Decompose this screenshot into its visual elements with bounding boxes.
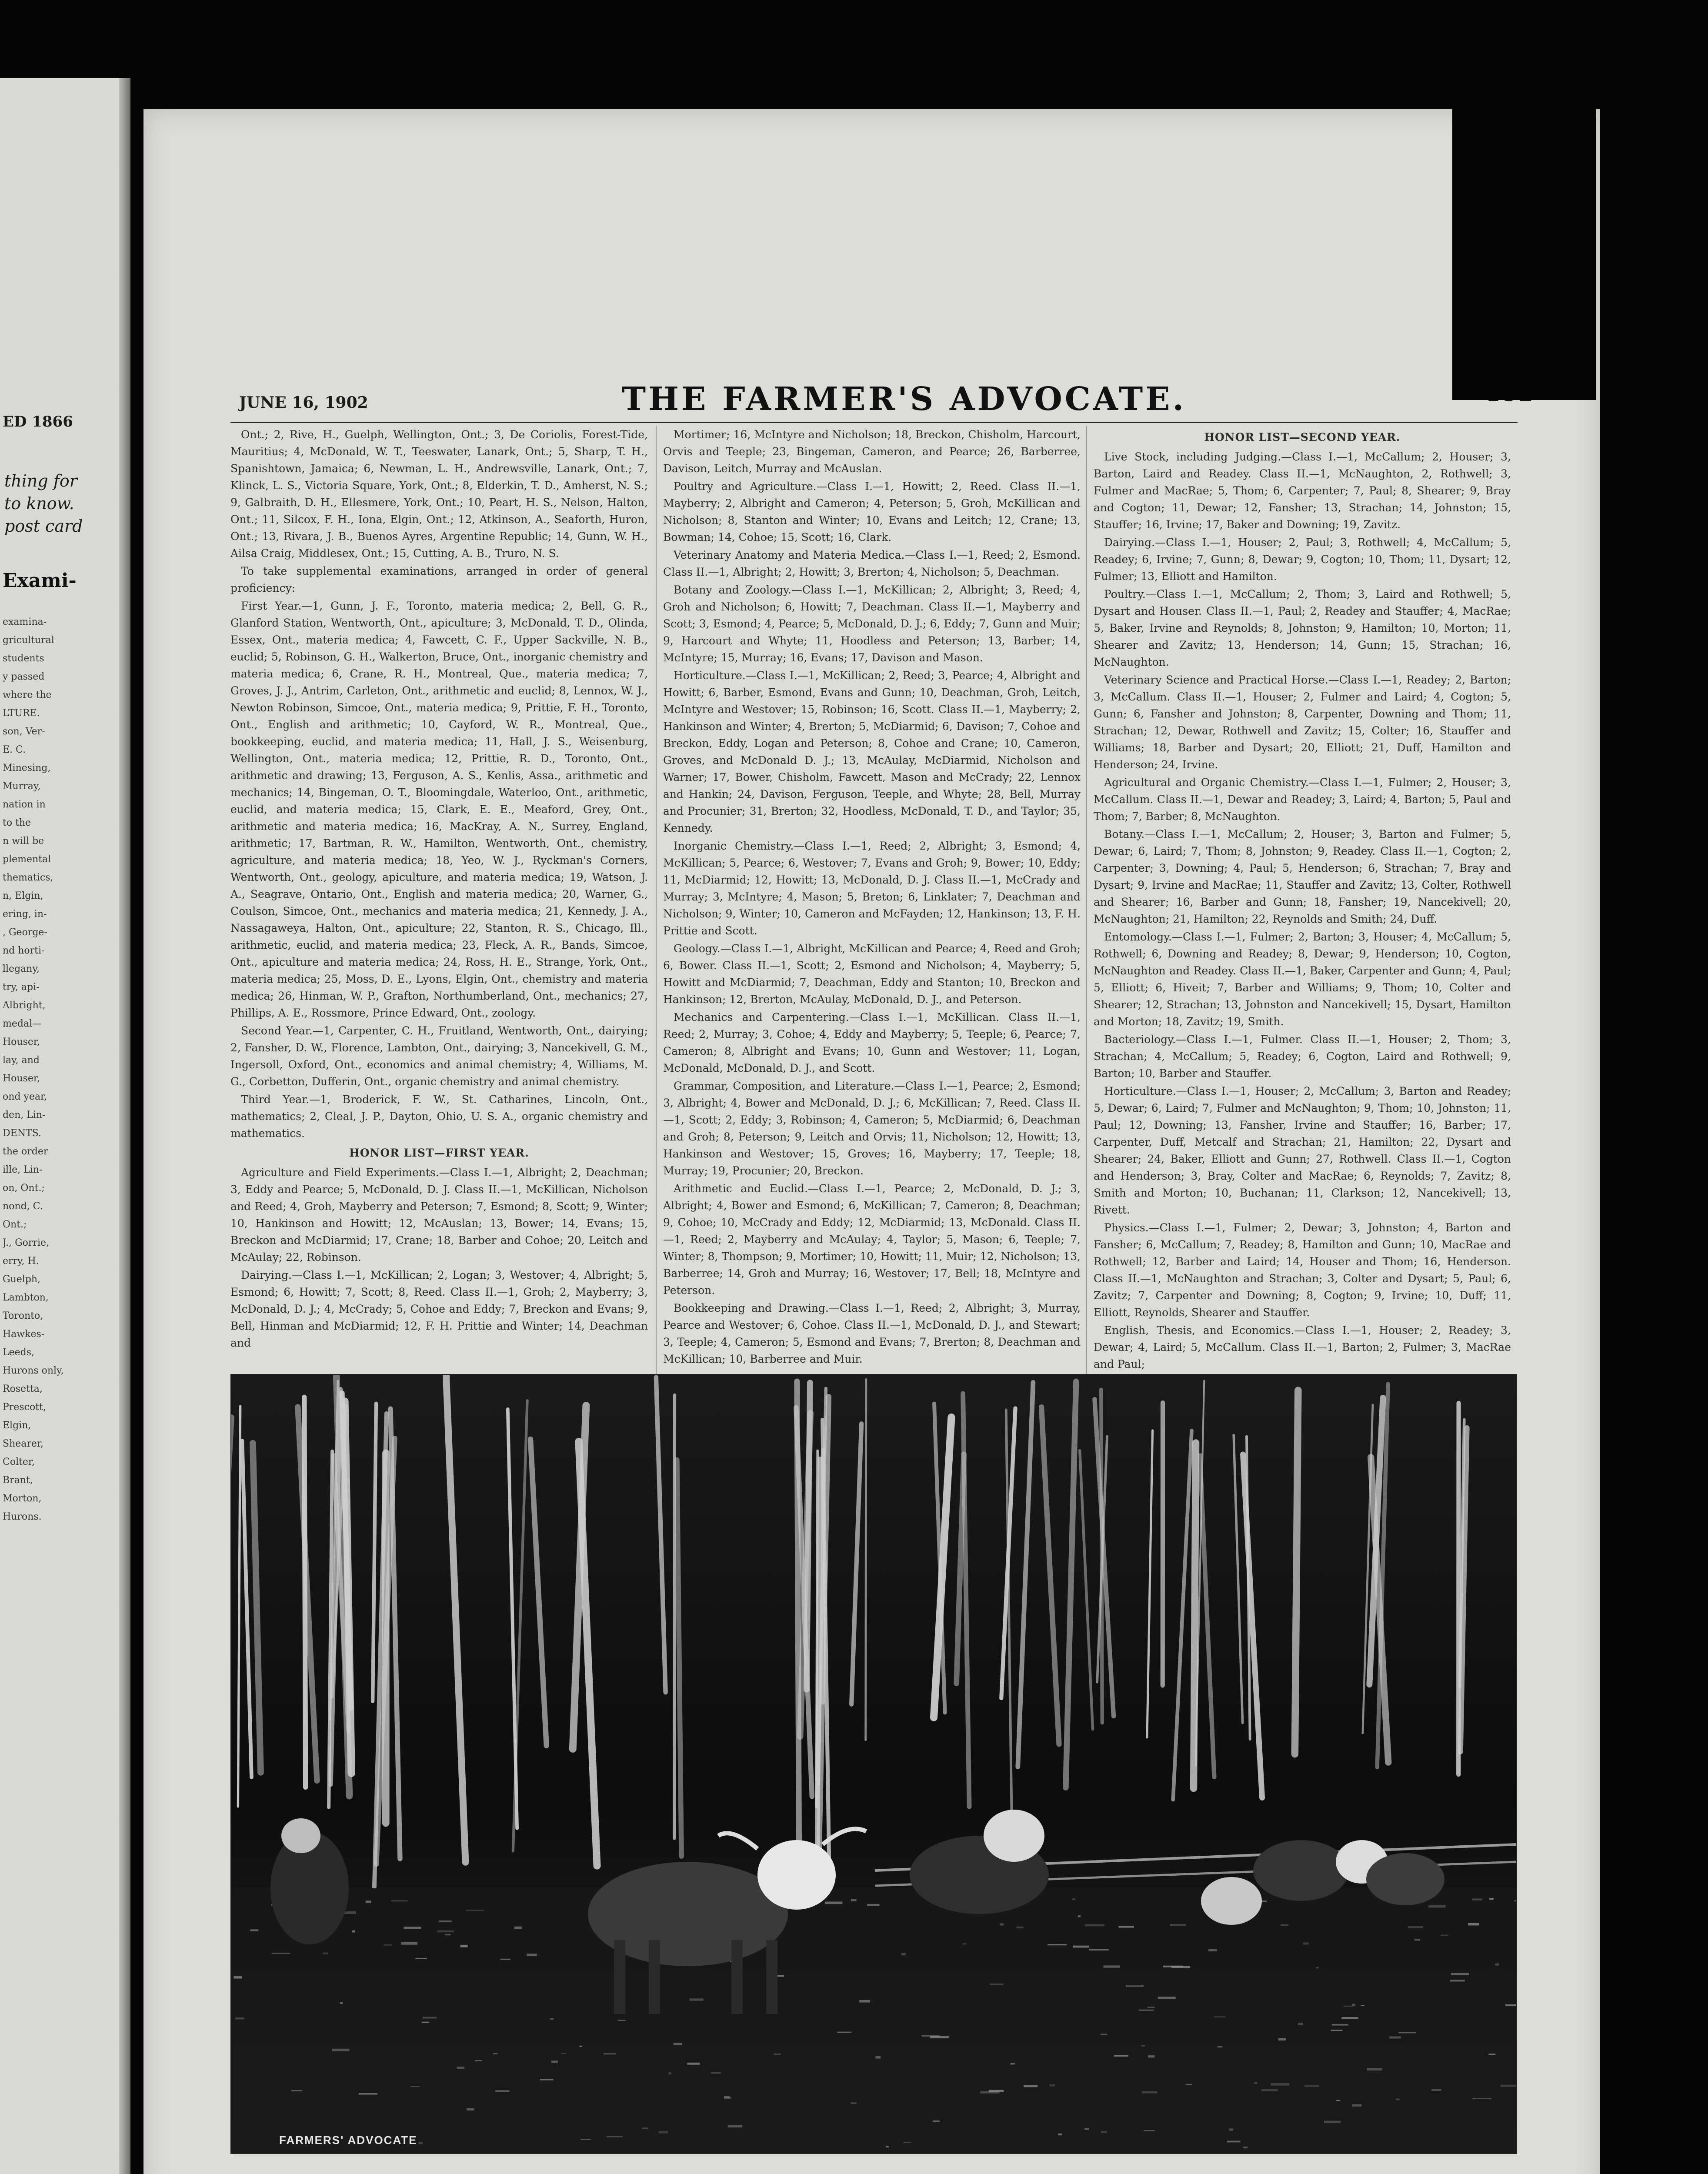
ground-debris	[867, 1904, 880, 1906]
article-paragraph: Third Year.—1, Broderick, F. W., St. Catharines, Lincoln, Ont., mathematics; 2, Cleal, J. P., Dayton, Ohio, U. S. A., organic chemistry and mathematics.	[230, 1093, 648, 1140]
article-paragraph: Mechanics and Carpentering.—Class I.—1, McKillican. Class II.—1, Reed; 2, Murray; 3, Cohoe; 4, Eddy and Mayberry; 5, Teeple; 6, Pearce; 7, Cameron; 8, Albright and Evans; 10, Gunn and Westover; 11, Logan, McDonald, McDonald, D. J., and Scott.	[663, 1011, 1081, 1074]
photo-illustration	[231, 1375, 1516, 2153]
article-paragraph: Inorganic Chemistry.—Class I.—1, Reed; 2, Albright; 3, Esmond; 4, McKillican; 5, Pearce; 6, Westover; 7, Evans and Groh; 9, Bower; 10, Eddy; 11, McDiarmid; 12, Howitt; 13, McDonald, D. J. Class II.—1, McCrady and Murray; 3, McIntyre; 4, Mason; 5, Breton; 6, Linklater; 7, Deachman and Nicholson; 9, Winter; 10, Cameron and McFayden; 12, Hankinson; 13, F. H. Prittie and Scott.	[663, 840, 1081, 937]
ground-debris	[1141, 2045, 1145, 2047]
text-column-1	[230, 426, 648, 1504]
article-paragraph: Arithmetic and Euclid.—Class I.—1, Pearce; 2, McDonald, D. J.; 3, Albright; 4, Bower and Esmond; 6, McKillican; 7, Cameron; 8, Deachman; 9, Cohoe; 10, McCrady and Eddy; 12, McDiarmid; 13, McDonald. Class II.—1, Reed; 2, Mayberry and McAulay; 4, Taylor; 5, Mason; 6, Teeple; 7, Winter; 8, Thompson; 9, Mortimer; 10, Howitt; 11, Muir; 12, Nicholson; 13, Barberree; 14, Groh and Murray; 16, Westover; 17, Bell; 18, McIntyre and Peterson.	[663, 1182, 1081, 1297]
ground-debris	[466, 1910, 484, 1911]
adjacent-text-line: Guelph,	[3, 1274, 41, 1285]
adjacent-text-line: the order	[3, 1146, 48, 1157]
ground-debris	[1101, 2131, 1107, 2133]
ground-debris	[366, 1901, 371, 1903]
adjacent-page-text	[3, 613, 127, 1526]
adjacent-text-line: thematics,	[3, 872, 53, 883]
ground-debris	[851, 2103, 857, 2104]
ground-debris	[1352, 2104, 1361, 2107]
article-paragraph: Bacteriology.—Class I.—1, Fulmer. Class II.—1, Houser; 2, Thom; 3, Strachan; 4, McCallum; 5, Readey; 6, Cogton, Laird and Rothwell; 9, Barton; 10, Barber and Stauffer.	[1094, 1033, 1511, 1080]
ground-debris	[1298, 2023, 1303, 2025]
ground-debris	[404, 1927, 421, 1929]
adjacent-text-line: Lambton,	[3, 1292, 49, 1303]
film-border	[1605, 0, 1708, 2174]
ground-debris	[1303, 1942, 1309, 1944]
article-paragraph: Dairying.—Class I.—1, McKillican; 2, Logan; 3, Westover; 4, Albright; 5, Esmond; 6, Howitt; 7, Scott; 8, Reed. Class II.—1, Groh; 2, Mayberry; 3, McDonald, D. J.; 4, McCrady; 5, Cohoe and Eddy; 7, Breckon and Evans; 9, Bell, Hinman and McDiarmid; 12, F. H. Prittie and Winter; 14, Deachman and	[230, 1269, 648, 1349]
ground-debris	[1084, 2128, 1089, 2130]
ground-debris	[1170, 1924, 1186, 1926]
ground-debris	[1468, 1923, 1479, 1926]
ground-debris	[445, 1934, 450, 1935]
ground-debris	[1058, 2134, 1062, 2136]
adjacent-text-line: Leeds,	[3, 1347, 35, 1358]
article-paragraph: Agriculture and Field Experiments.—Class I.—1, Albright; 2, Deachman; 3, Eddy and Pearce; 5, McDonald, D. J. Class II.—1, McKillican, Nicholson and Reed; 4, Groh, Mayberry and Peterson; 7, Esmond; 8, Scott; 9, Winter; 10, Hankinson and Howitt; 12, McAuslan; 13, Bower; 14, Evans; 15, Breckon and McDiarmid; 17, Crane; 18, Barber and Cohoe; 20, Leitch and McAulay; 22, Robinson.	[230, 1166, 648, 1264]
section-heading: HONOR LIST—SECOND YEAR.	[1204, 431, 1401, 443]
adjacent-text-line: Morton,	[3, 1493, 42, 1504]
article-paragraph: Live Stock, including Judging.—Class I.—1, McCallum; 2, Houser; 3, Barton, Laird and Readey. Class II.—1, McNaughton, 2, Rothwell; 3, Fulmer and MacRae; 5, Thom; 6, Carpenter; 7, Paul; 8, Shearer; 9, Bray and Cogton; 11, Dewar; 12, Fansher; 13, Strachan; 14, Johnston; 15, Stauffer; 16, Irvine; 17, Baker and Downing; 19, Zavitz.	[1094, 450, 1511, 531]
ground-debris	[1500, 2085, 1516, 2087]
ground-debris	[668, 2072, 671, 2075]
ground-debris	[418, 2142, 422, 2144]
ground-debris	[493, 2053, 498, 2054]
ground-debris	[1049, 2084, 1055, 2087]
ground-debris	[495, 2090, 510, 2092]
ground-debris	[460, 1945, 467, 1947]
adjacent-text-line: Shearer,	[3, 1438, 44, 1449]
ground-debris	[930, 2036, 948, 2038]
ground-debris	[690, 1998, 704, 2001]
article-paragraph: Grammar, Composition, and Literature.—Class I.—1, Pearce; 2, Esmond; 3, Albright; 4, Bower and McDonald, D. J.; 6, McKillican; 7, Reed. Class II.—1, Scott; 2, Eddy; 3, Robinson; 4, Cameron; 5, McDiarmid; 6, Deachman and Groh; 8, Peterson; 9, Leitch and Orvis; 11, Nicholson; 12, Howitt; 13, Hankinson and Westover; 15, Groves; 16, Mayberry; 17, Teeple; 18, Murray; 19, Procunier; 20, Breckon.	[663, 1080, 1081, 1177]
adjacent-text-line: nond, C.	[3, 1201, 43, 1212]
issue-date: JUNE 16, 1902	[239, 393, 368, 412]
ground-debris	[234, 1976, 242, 1978]
adjacent-text-line: try, api-	[3, 982, 40, 993]
adjacent-text-line: Colter,	[3, 1457, 35, 1467]
adjacent-page-section-title: Exami-	[3, 570, 77, 592]
ground-debris	[1227, 2141, 1241, 2142]
article-paragraph: Ont.; 2, Rive, H., Guelph, Wellington, Ont.; 3, De Coriolis, Forest-Tide, Mauritius; 4, McDonald, W. T., Teeswater, Lanark, Ont.; 5, Sharp, T. H., Spanishtown, Jamaica; 6, Newman, L. H., Andrewsville, Lanark, Ont.; 7, Klinck, L. S., Victoria Square, York, Ont.; 8, Elderkin, T. D., Amherst, N. S.; 9, Galbraith, D. H., Ellesmere, York, Ont.; 10, Peart, H. S., Nelson, Halton, Ont.; 11, Silcox, F. H., Iona, Elgin, Ont.; 12, Atkinson, A., Seaforth, Huron, Ont.; 13, Rivara, J. B., Buenos Ayres, Argentine Republic; 14, Gunn, W. H., Ailsa Craig, Middlesex, Ont.; 15, Cutting, A. B., Truro, N. S.	[230, 428, 648, 560]
ground-debris	[607, 2136, 622, 2137]
ground-debris	[1214, 2016, 1225, 2017]
ground-debris	[422, 2022, 429, 2023]
ground-debris	[687, 2063, 700, 2065]
ground-debris	[1414, 1939, 1420, 1941]
ground-debris	[1472, 1899, 1482, 1901]
ground-debris	[618, 2020, 626, 2021]
ground-debris	[384, 1944, 392, 1945]
ground-debris	[859, 2000, 870, 2003]
adjacent-text-line: ond year,	[3, 1091, 47, 1102]
ground-debris	[1024, 2085, 1037, 2087]
ground-debris	[540, 2079, 553, 2081]
adjacent-text-line: J., Gorrie,	[3, 1237, 49, 1248]
adjacent-text-line: E. C.	[3, 744, 26, 755]
ground-debris	[1104, 1965, 1120, 1967]
adjacent-text-line: n will be	[3, 836, 44, 847]
text-column-3	[1094, 426, 1511, 1504]
adjacent-text-line: nation in	[3, 799, 46, 810]
ground-debris	[1331, 2030, 1343, 2031]
ground-debris	[323, 1953, 328, 1954]
ground-debris	[1101, 2034, 1107, 2035]
ground-debris	[1047, 1944, 1067, 1945]
adjacent-text-line: Albright,	[3, 1000, 46, 1011]
advert-line: post card	[4, 517, 83, 536]
ground-debris	[1278, 2038, 1286, 2041]
ground-debris	[457, 2067, 464, 2069]
ground-debris	[1398, 2032, 1416, 2033]
ground-debris	[1336, 2100, 1341, 2101]
article-paragraph: Horticulture.—Class I.—1, McKillican; 2, Reed; 3, Pearce; 4, Albright and Howitt; 6, Barber, Esmond, Evans and Gunn; 10, Deachman, Groh, Leitch, McIntyre and Westover; 15, Robinson; 16, Scott. Class II.—1, Mayberry; 2, Hankinson and Winter; 4, Brerton; 5, McDiarmid; 6, Davison; 7, Cohoe and Breckon, Eddy, Logan and Peterson; 8, Cohoe and Crane; 10, Cameron, Groves, and McDonald D. J.; 13, McAulay, McDiarmid, Nicholson and Warner; 17, Bower, Chisholm, Fawcett, Mason and McCrady; 22, Lennox and Hankin; 24, Davison, Ferguson, Teeple, and Whyte; 28, Bell, Murray and Procunier; 31, Brerton; 32, Hoodless, McDonald, T. D., and Taylor; 35, Kennedy.	[663, 669, 1081, 834]
ground-debris	[467, 2108, 474, 2111]
adjacent-text-line: , George-	[3, 927, 47, 938]
ground-debris	[1472, 2098, 1491, 2099]
ground-debris	[1011, 2063, 1015, 2064]
newspaper-page	[143, 109, 1600, 2174]
ground-debris	[727, 2125, 742, 2127]
ground-debris	[1089, 1949, 1109, 1950]
adjacent-text-line: medal—	[3, 1018, 42, 1029]
ground-debris	[659, 2131, 668, 2134]
ground-debris	[711, 2072, 721, 2074]
ground-debris	[1119, 1926, 1134, 1928]
ground-debris	[423, 2017, 437, 2018]
adjacent-text-line: where the	[3, 690, 52, 700]
ground-debris	[774, 2054, 781, 2055]
ground-debris	[604, 2053, 616, 2054]
page-gutter	[119, 78, 130, 2174]
masthead-title: THE FARMER'S ADVOCATE.	[622, 380, 1187, 418]
article-paragraph: Poultry.—Class I.—1, McCallum; 2, Thom; 3, Laird and Rothwell; 5, Dysart and Houser. Class II.—1, Paul; 2, Readey and Stauffer; 4, MacRae; 5, Baker, Irvine and Reynolds; 8, Johnston; 9, Hamilton; 10, Morton; 11, Shearer and Zavitz; 13, Henderson; 14, Gunn; 15, Strachan; 16, McNaughton.	[1094, 588, 1511, 668]
article-paragraph: First Year.—1, Gunn, J. F., Toronto, materia medica; 2, Bell, G. R., Glanford Station, Wentworth, Ont., apiculture; 3, McDonald, T. D., Olinda, Essex, Ont., materia medica; 4, Fawcett, C. F., Upper Sackville, N. B., euclid; 5, Robinson, G. H., Walkerton, Bruce, Ont., inorganic chemistry and materia medica; 6, Crane, R. H., Montreal, Que., materia medica; 7, Groves, J. J., Antrim, Carleton, Ont., arithmetic and euclid; 8, Lennox, W. J., Newton Robinson, Simcoe, Ont., materia medica; 9, Prittie, F. H., Toronto, Ont., English and arithmetic; 10, Cayford, W. R., Montreal, Que., bookkeeping, euclid, and materia medica; 11, Hall, J. S., Weisenburg, Wellington, Ont., materia medica; 12, Prittie, R. D., Toronto, Ont., arithmetic and drawing; 13, Ferguson, A. S., Kenlis, Assa., arithmetic and mechanics; 14, Bingeman, O. T., Bloomingdale, Waterloo, Ont., arithmetic, euclid, and materia medica; 15, Clark, E. E., Meaford, Grey, Ont., arithmetic and materia medica; 16, MacKray, A. N., Surrey, England, arithmetic; 17, Bartman, R. W., Hamilton, Wentworth, Ont., chemistry, agriculture, and materia medica; 18, Yeo, W. J., Ryckman's Corners, Wentworth, Ont., geology, apiculture, and materia medica; 19, Watson, J. A., Seagrave, Ontario, Ont., English and materia medica; 20, Warner, G., Coulson, Simcoe, Ont., mechanics and materia medica; 21, Kennedy, J. A., Nassagaweya, Halton, Ont., apiculture; 22, Stanton, R. S., Chicago, Ill., arithmetic, euclid, and materia medica; 23, Fleck, A. R., Bands, Simcoe, Ont., apiculture and materia medica; 24, Ross, H. E., Strange, York, Ont., materia medica; 25, Moss, D. E., Lyons, Elgin, Ont., chemistry and materia medica; 26, Hinman, W. P., Grafton, Northumberland, Ont., mechanics; 27, Phillips, A. E., Rossmore, Prince Edward, Ont., zoology.	[230, 600, 648, 1019]
column-divider	[1086, 426, 1087, 1504]
article-paragraph: To take supplemental examinations, arranged in order of general proficiency:	[230, 565, 648, 594]
ground-debris	[291, 2090, 302, 2091]
ground-debris	[674, 2043, 682, 2045]
ground-debris	[1073, 1946, 1089, 1948]
ground-debris	[1017, 1927, 1024, 1928]
adjacent-text-line: lay, and	[3, 1055, 40, 1066]
article-paragraph: Bookkeeping and Drawing.—Class I.—1, Reed; 2, Albright; 3, Murray, Pearce and Westover; 6, Cohoe. Class II.—1, McDonald, D. J., and Stewart; 3, Teeple; 4, Cameron; 5, Esmond and Evans; 7, Brerton; 8, Deachman and McKillican; 10, Barberree and Muir.	[663, 1302, 1081, 1365]
birch-trunk	[1295, 1390, 1298, 1754]
ground-debris	[250, 1929, 258, 1931]
adjacent-text-line: students	[3, 653, 44, 664]
adjacent-text-line: Brant,	[3, 1475, 33, 1486]
ground-debris	[340, 2002, 343, 2004]
ground-debris	[1144, 2130, 1154, 2131]
section-heading: HONOR LIST—FIRST YEAR.	[349, 1147, 529, 1159]
ground-debris	[514, 1927, 522, 1929]
ground-debris	[1138, 2010, 1154, 2011]
ground-debris	[1389, 2036, 1401, 2038]
ground-debris	[359, 2093, 377, 2095]
ground-debris	[1208, 1949, 1217, 1951]
adjacent-text-line: to the	[3, 817, 31, 828]
advert-line: to know.	[4, 494, 74, 513]
ground-debris	[1243, 2147, 1248, 2148]
adjacent-text-line: Elgin,	[3, 1420, 31, 1431]
ground-debris	[724, 2097, 731, 2100]
ground-debris	[500, 1959, 510, 1960]
ground-debris	[1158, 1997, 1176, 1999]
adjacent-text-line: Toronto,	[3, 1310, 43, 1321]
article-paragraph: Entomology.—Class I.—1, Fulmer; 2, Barton; 3, Houser; 4, McCallum; 5, Rothwell; 6, Downing and Readey; 8, Dewar; 9, Henderson; 10, Cogton, McNaughton and Readey. Class II.—1, Baker, Carpenter and Gunn; 4, Paul; 5, Elliott; 6, Hiveit; 7, Barber and Williams; 9, Thom; 10, Colter and Shearer; 12, Strachan; 13, Johnston and Nancekivell; 15, Dysart, Hamilton and Morton; 18, Zavitz; 19, Smith.	[1094, 930, 1511, 1028]
adjacent-text-line: LTURE.	[3, 708, 40, 719]
ground-debris	[439, 1921, 452, 1922]
article-paragraph: Dairying.—Class I.—1, Houser; 2, Paul; 3, Rothwell; 4, McCallum; 5, Readey; 6, Irvine; 7, Gunn; 8, Dewar; 9, Cogton; 10, Thom; 11, Dysart; 12, Fulmer; 13, Elliott and Hamilton.	[1094, 536, 1511, 583]
article-paragraph: Botany and Zoology.—Class I.—1, McKillican; 2, Albright; 3, Reed; 4, Groh and Nicholson; 6, Howitt; 7, Deachman. Class II.—1, Mayberry and Scott; 3, Esmond; 4, Pearce; 5, McDonald, D. J.; 6, Eddy; 7, Gunn and Muir; 9, Harcourt and Whyte; 11, Hoodless and Peterson; 13, Barber; 14, McIntyre; 15, Murray; 16, Evans; 17, Davison and Mason.	[663, 584, 1081, 664]
advert-line: thing for	[4, 471, 77, 490]
article-paragraph: Veterinary Anatomy and Materia Medica.—Class I.—1, Reed; 2, Esmond. Class II.—1, Albright; 2, Howitt; 3, Brerton; 4, Nicholson; 5, Deachman.	[663, 549, 1081, 578]
ground-debris	[1451, 1973, 1469, 1975]
ground-debris	[1271, 2083, 1290, 2086]
adjacent-text-line: Ont.;	[3, 1219, 27, 1230]
adjacent-text-line: son, Ver-	[3, 726, 45, 737]
adjacent-text-line: erry, H.	[3, 1256, 39, 1267]
article-paragraph: English, Thesis, and Economics.—Class I.—1, Houser; 2, Readey; 3, Dewar; 4, Laird; 5, McCallum. Class II.—1, Barton; 2, Fulmer; 3, MacRae and Paul;	[1094, 1324, 1511, 1370]
adjacent-text-line: gricultural	[3, 635, 54, 646]
ground-debris	[1000, 1923, 1004, 1925]
adjacent-text-line: Houser,	[3, 1073, 40, 1084]
ground-debris	[901, 1953, 906, 1955]
ground-debris	[963, 1943, 966, 1944]
ground-debris	[1114, 2055, 1128, 2056]
photo-credit: FARMERS' ADVOCATE	[279, 2134, 417, 2147]
adjacent-text-line: y passed	[3, 671, 45, 682]
ground-debris	[1218, 2046, 1222, 2047]
ground-debris	[1344, 2006, 1353, 2007]
ground-debris	[1341, 2017, 1358, 2019]
adjacent-page-header: ED 1866	[3, 413, 73, 430]
ground-debris	[1361, 2005, 1364, 2006]
article-paragraph: Geology.—Class I.—1, Albright, McKillican and Pearce; 4, Reed and Groh; 6, Bower. Class II.—1, Scott; 2, Esmond and Nicholson; 4, Mayberry; 5, Howitt and McDiarmid; 7, Deachman, Eddy and Stanton; 10, Breckon and Hankinson; 12, Brerton, McAulay, McDonald, D. J., and Peterson.	[663, 942, 1081, 1006]
ground-debris	[1163, 1966, 1183, 1967]
article-paragraph: Mortimer; 16, McIntyre and Nicholson; 18, Breckon, Chisholm, Harcourt, Orvis and Teeple; 23, Bingeman, Cameron, and Pearce; 26, Barberree, Davison, Leitch, Murray and McAuslan.	[663, 428, 1081, 475]
adjacent-text-line: ering, in-	[3, 909, 47, 920]
adjacent-text-line: ille, Lin-	[3, 1164, 43, 1175]
ground-debris	[1441, 1934, 1448, 1936]
adjacent-text-line: on, Ont.;	[3, 1183, 45, 1194]
ground-debris	[989, 2090, 1004, 2092]
adjacent-text-line: n, Elgin,	[3, 890, 43, 901]
ground-debris	[1450, 1980, 1465, 1981]
ground-debris	[527, 1954, 537, 1956]
article-paragraph: Second Year.—1, Carpenter, C. H., Fruitland, Wentworth, Ont., dairying; 2, Fansher, D. W., Florence, Lambton, Ont., dairying; 3, Nancekivell, G. M., Ingersoll, Oxford, Ont., economics and animal chemistry; 4, Williams, M. G., Corbetton, Dufferin, Ont., organic chemistry and animal chemistry.	[230, 1024, 648, 1088]
ground-debris	[580, 2139, 591, 2140]
ground-debris	[825, 1901, 842, 1904]
adjacent-text-line: examina-	[3, 617, 47, 627]
adjacent-text-line: Murray,	[3, 781, 41, 792]
ground-debris	[1428, 1905, 1445, 1908]
ground-debris	[551, 2061, 558, 2063]
ground-debris	[561, 2053, 566, 2054]
ground-debris	[875, 2056, 881, 2059]
ground-debris	[933, 2121, 940, 2122]
birch-trunk	[797, 1381, 799, 1891]
ground-debris	[1489, 1898, 1494, 1900]
ground-debris	[1316, 1967, 1319, 1968]
ground-debris	[416, 1958, 427, 1959]
ground-debris	[1431, 2089, 1441, 2091]
dark-margin	[1452, 78, 1596, 400]
ground-debris	[1488, 2054, 1495, 2055]
birch-trunk	[304, 1397, 306, 1787]
ground-debris	[1408, 1926, 1423, 1928]
adjacent-text-line: llegany,	[3, 964, 40, 974]
adjacent-text-line: Hurons.	[3, 1511, 42, 1522]
ground-debris	[1515, 1900, 1516, 1901]
article-paragraph: Physics.—Class I.—1, Fulmer; 2, Dewar; 3, Johnston; 4, Barton and Fansher; 6, McCallum; 7, Readey; 8, Hamilton and Gunn; 10, MacRae and Rothwell; 12, Barber and Laird; 14, Houser and Thom; 16, Henderson. Class II.—1, McNaughton and Strachan; 3, Colter and Dysart; 5, Paul; 6, Zavitz; 7, Carpenter and Downing; 8, Cogton; 9, Irvine; 10, Duff; 11, Elliott, Reynolds, Shearer and Stauffer.	[1094, 1221, 1511, 1319]
ground-debris	[272, 1953, 290, 1954]
ground-debris	[437, 1930, 454, 1932]
text-column-2	[663, 426, 1081, 1504]
ground-debris	[886, 2146, 889, 2147]
ground-debris	[1332, 2024, 1348, 2026]
ground-debris	[1495, 1964, 1499, 1966]
adjacent-text-line: plemental	[3, 854, 51, 865]
ground-debris	[1281, 1924, 1288, 1925]
ground-debris	[1072, 1898, 1075, 1900]
ground-debris	[1142, 2091, 1157, 2094]
ground-debris	[579, 2046, 582, 2047]
ground-debris	[1505, 2004, 1516, 2006]
article-paragraph: Veterinary Science and Practical Horse.—Class I.—1, Readey; 2, Barton; 3, McCallum. Class II.—1, Houser; 2, Fulmer and Laird; 4, Cogton; 5, Gunn; 6, Fansher and Johnston; 8, Carpenter, Downing and Thom; 11, Strachan; 12, Dewar, Rothwell and Zavitz; 15, Colter; 16, Stauffer and Williams; 18, Barber and Dysart; 20, Elliott; 21, Duff, Hamilton and Henderson; 24, Irvine.	[1094, 674, 1511, 771]
cattle-photograph	[230, 1374, 1517, 2154]
adjacent-text-line: Prescott,	[3, 1402, 46, 1413]
adjacent-text-line: Hurons only,	[3, 1365, 64, 1376]
ground-debris	[851, 1899, 857, 1901]
article-paragraph: Botany.—Class I.—1, McCallum; 2, Houser; 3, Barton and Fulmer; 5, Dewar; 6, Laird; 7, Thom; 8, Johnston; 9, Readey. Class II.—1, Cogton; 2, Carpenter; 3, Downing; 4, Paul; 5, Henderson; 6, Strachan; 7, Bray and Dysart; 9, Irvine and MacRae; 11, Stauffer and Zavitz; 13, Colter, Rothwell and Shearer; 16, Barber and Gunn; 18, Fansher; 19, Nancekivell; 20, McNaughton; 21, Hamilton; 22, Reynolds and Smith; 24, Duff.	[1094, 828, 1511, 925]
ground-debris	[411, 2086, 420, 2087]
adjacent-page-fragment	[0, 78, 130, 2174]
ground-debris	[1186, 2084, 1192, 2085]
ground-debris	[475, 2060, 482, 2061]
column-divider	[656, 426, 657, 1504]
ground-debris	[550, 2018, 554, 2020]
ground-debris	[332, 2049, 350, 2051]
ground-debris	[1126, 1985, 1144, 1987]
article-paragraph: Horticulture.—Class I.—1, Houser; 2, McCallum; 3, Barton and Readey; 5, Dewar; 6, Laird; 7, Fulmer and McNaughton; 9, Thom; 10, Johnston; 11, Paul; 12, Downing; 13, Fansher, Irvine and Stauffer; 16, Barber; 17, Carpenter, Duff, Metcalf and Strachan; 21, Hamilton; 22, Dysart and Shearer; 24, Baker, Elliott and Gunn; 27, Rothwell. Class II.—1, Cogton and Henderson; 3, Bray, Colter and MacRae; 6, Reynolds; 7, Zavitz; 8, Smith and Morton; 10, Buchanan; 11, Clarkson; 12, Nancekivell; 13, Rivett.	[1094, 1085, 1511, 1216]
article-paragraph: Poultry and Agriculture.—Class I.—1, Howitt; 2, Reed. Class II.—1, Mayberry; 2, Albright and Cameron; 4, Peterson; 5, Groh, McKillican and Nicholson; 8, Stanton and Winter; 10, Evans and Leitch; 12, Crane; 13, Bowman; 14, Cohoe; 15, Scott; 16, Clark.	[663, 480, 1081, 544]
ground-debris	[1078, 1915, 1081, 1917]
adjacent-text-line: DENTS.	[3, 1128, 41, 1139]
ground-debris	[1367, 2068, 1382, 2071]
adjacent-text-line: Rosetta,	[3, 1384, 43, 1394]
ground-debris	[1254, 2082, 1257, 2084]
ground-debris	[1085, 1924, 1104, 1926]
adjacent-text-line: Houser,	[3, 1037, 40, 1047]
ground-debris	[1324, 2121, 1341, 2123]
ground-debris	[1304, 2085, 1319, 2087]
adjacent-text-line: den, Lin-	[3, 1110, 46, 1120]
adjacent-text-line: Hawkes-	[3, 1329, 45, 1340]
adjacent-page-advert	[4, 470, 83, 537]
ground-debris	[352, 1931, 355, 1933]
ground-debris	[642, 2127, 648, 2129]
ground-debris	[904, 2142, 911, 2143]
ground-debris	[1229, 2128, 1233, 2131]
header-rule	[230, 422, 1518, 423]
ground-debris	[1148, 2055, 1154, 2057]
article-paragraph: Agricultural and Organic Chemistry.—Class I.—1, Fulmer; 2, Houser; 3, McCallum. Class II.—1, Dewar and Readey; 3, Laird; 4, Barton; 5, Paul and Thom; 7, Barber; 8, McNaughton.	[1094, 776, 1511, 823]
ground-debris	[1261, 2089, 1278, 2091]
ground-debris	[837, 2032, 851, 2033]
adjacent-text-line: nd horti-	[3, 945, 45, 956]
ground-debris	[1396, 2098, 1400, 2100]
ground-debris	[235, 2017, 244, 2019]
ground-debris	[401, 1942, 417, 1945]
adjacent-text-line: Minesing,	[3, 763, 51, 774]
